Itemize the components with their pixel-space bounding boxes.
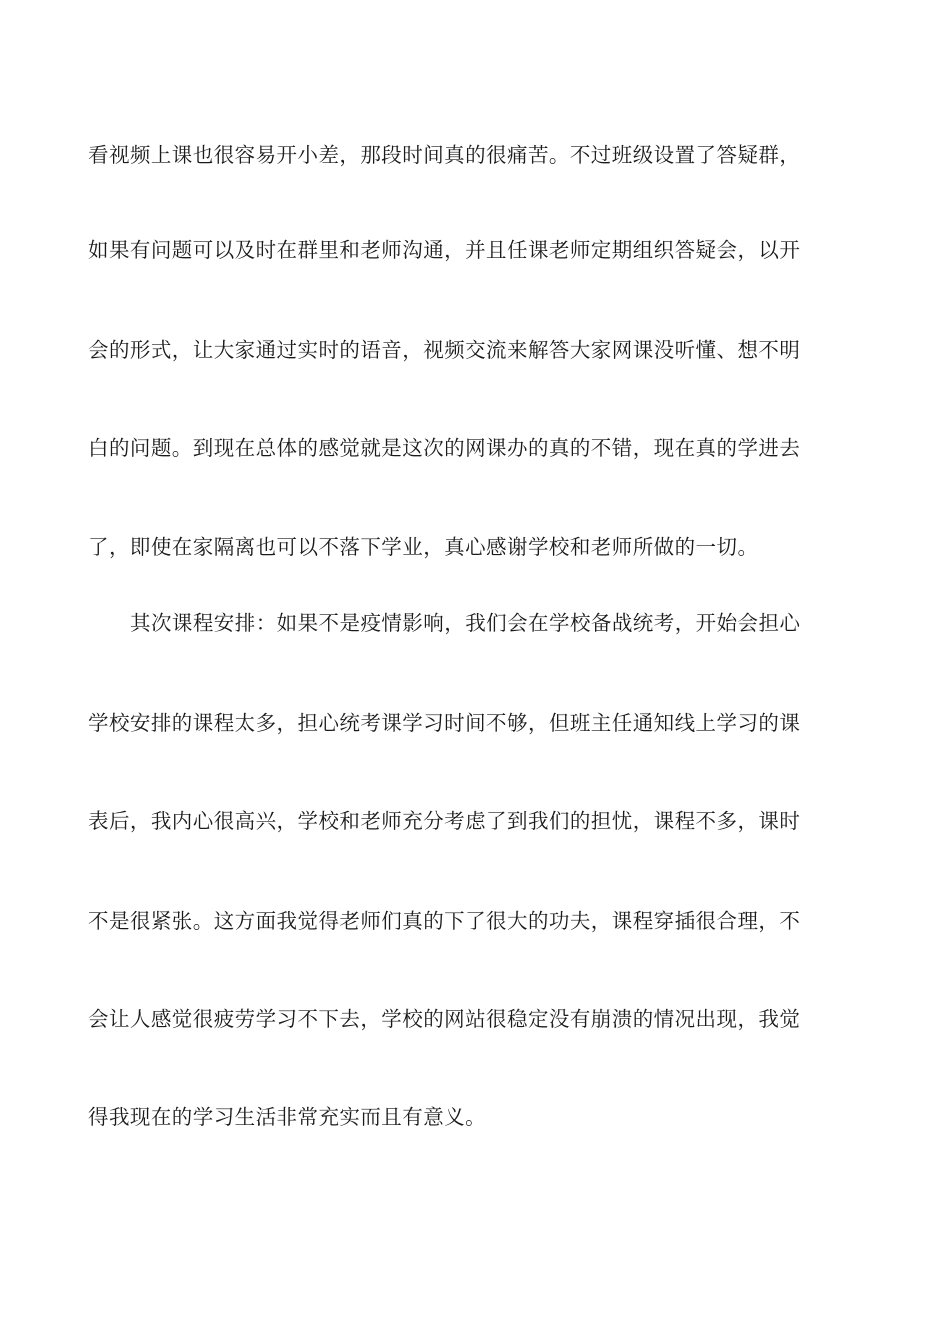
paragraph-line: 得我现在的学习生活非常充实而且有意义。 [88, 1105, 487, 1129]
paragraph-line: 如果有问题可以及时在群里和老师沟通，并且任课老师定期组织答疑会，以开 [88, 238, 801, 262]
paragraph-line: 学校安排的课程太多，担心统考课学习时间不够，但班主任通知线上学习的课 [88, 711, 801, 735]
paragraph-line: 看视频上课也很容易开小差，那段时间真的很痛苦。不过班级设置了答疑群， [88, 143, 801, 167]
paragraph-first-line: 其次课程安排：如果不是疫情影响，我们会在学校备战统考，开始会担心 [130, 611, 801, 635]
paragraph-line: 白的问题。到现在总体的感觉就是这次的网课办的真的不错，现在真的学进去 [88, 436, 801, 460]
paragraph-line: 表后，我内心很高兴，学校和老师充分考虑了到我们的担忧，课程不多，课时 [88, 809, 801, 833]
paragraph-line: 了，即使在家隔离也可以不落下学业，真心感谢学校和老师所做的一切。 [88, 535, 759, 559]
paragraph-line: 会让人感觉很疲劳学习不下去，学校的网站很稳定没有崩溃的情况出现，我觉 [88, 1007, 801, 1031]
paragraph-line: 不是很紧张。这方面我觉得老师们真的下了很大的功夫，课程穿插很合理，不 [88, 909, 801, 933]
paragraph-line: 会的形式，让大家通过实时的语音，视频交流来解答大家网课没听懂、想不明 [88, 338, 801, 362]
